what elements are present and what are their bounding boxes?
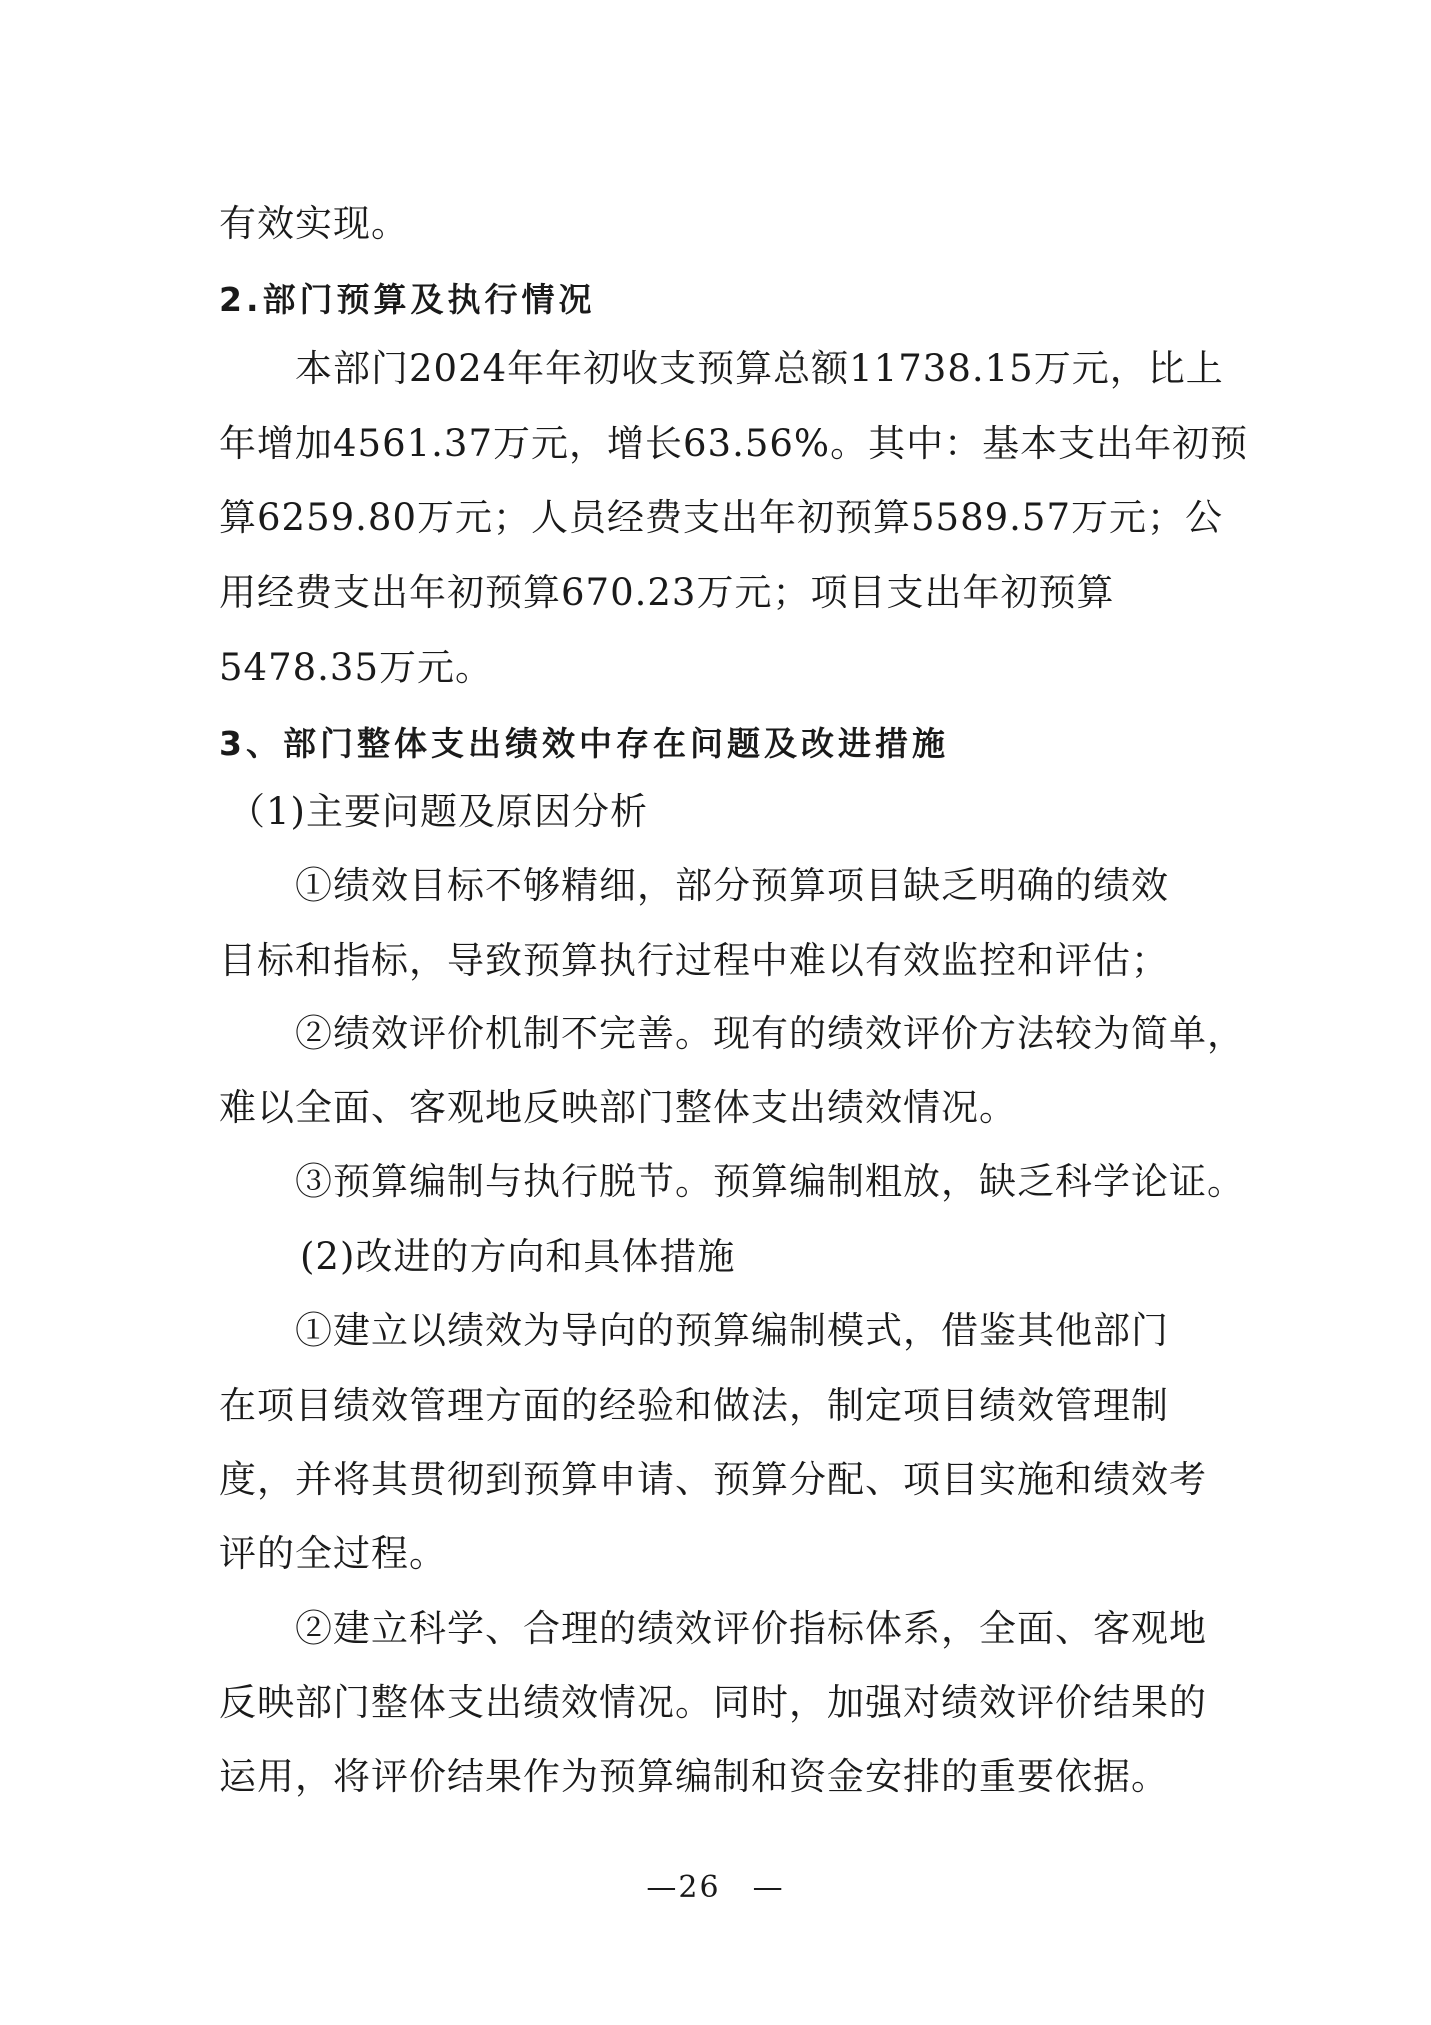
paragraph-line: ①绩效目标不够精细，部分预算项目缺乏明确的绩效 <box>295 864 1169 907</box>
page-number: —26 — <box>646 1870 785 1905</box>
paragraph-line: 用经费支出年初预算670.23万元；项目支出年初预算 <box>219 571 1115 614</box>
paragraph-line: ②建立科学、合理的绩效评价指标体系，全面、客观地 <box>295 1607 1207 1650</box>
paragraph-line: 反映部门整体支出绩效情况。同时，加强对绩效评价结果的 <box>219 1681 1207 1724</box>
paragraph-line: 5478.35万元。 <box>219 646 494 689</box>
paragraph-line: 运用，将评价结果作为预算编制和资金安排的重要依据。 <box>219 1755 1169 1798</box>
section-heading-problems: 3、部门整体支出绩效中存在问题及改进措施 <box>219 724 949 763</box>
paragraph-line: 算6259.80万元；人员经费支出年初预算5589.57万元；公 <box>219 496 1224 539</box>
paragraph-line: 年增加4561.37万元，增长63.56%。其中：基本支出年初预 <box>219 422 1249 465</box>
subheading-improvements: (2)改进的方向和具体措施 <box>300 1235 736 1278</box>
paragraph-line: 评的全过程。 <box>219 1532 447 1575</box>
paragraph-line: 目标和指标，导致预算执行过程中难以有效监控和评估； <box>219 939 1169 982</box>
paragraph-line: 有效实现。 <box>219 202 409 245</box>
paragraph-line: 在项目绩效管理方面的经验和做法，制定项目绩效管理制 <box>219 1384 1169 1427</box>
paragraph-line: ②绩效评价机制不完善。现有的绩效评价方法较为简单， <box>295 1012 1245 1055</box>
paragraph-line: 度，并将其贯彻到预算申请、预算分配、项目实施和绩效考 <box>219 1458 1207 1501</box>
paragraph-line: 本部门2024年年初收支预算总额11738.15万元，比上 <box>295 347 1224 390</box>
subheading-main-problems: （1)主要问题及原因分析 <box>228 790 648 833</box>
section-heading-budget: 2.部门预算及执行情况 <box>219 280 596 319</box>
paragraph-line: ③预算编制与执行脱节。预算编制粗放，缺乏科学论证。 <box>295 1160 1245 1203</box>
paragraph-line: 难以全面、客观地反映部门整体支出绩效情况。 <box>219 1086 1017 1129</box>
paragraph-line: ①建立以绩效为导向的预算编制模式，借鉴其他部门 <box>295 1309 1169 1352</box>
